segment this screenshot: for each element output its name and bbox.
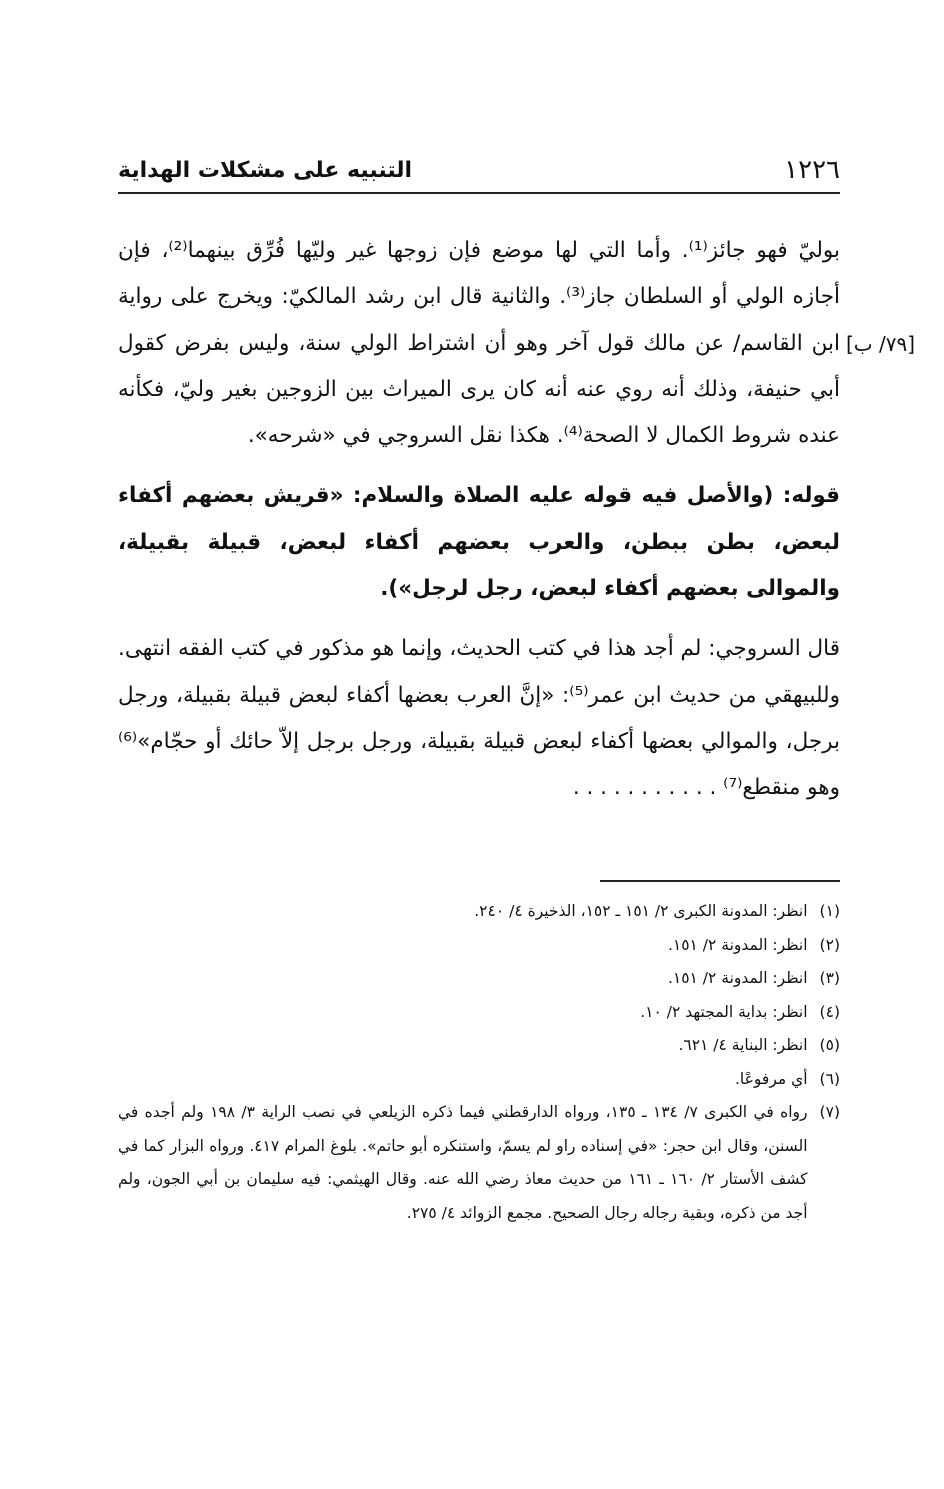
- running-title: التنبيه على مشكلات الهداية: [118, 157, 413, 183]
- paragraph-2-quote: قوله: (والأصل فيه قوله عليه الصلاة والسلام: «قريش بعضهم أكفاء لبعض، بطن ببطن، والعرب بعضهم أكفاء لبعض، قبيلة بقبيلة، والموالى بعضهم أكفاء لبعض، رجل لرجل»).: [118, 483, 840, 602]
- main-text: [118, 228, 840, 812]
- footnote-item: [118, 1096, 840, 1230]
- page-number: ١٢٢٦: [784, 155, 840, 185]
- paragraph-3: قال السروجي: لم أجد هذا في كتب الحديث، وإنما هو مذكور في كتب الفقه انتهى. وللبيهقي من حديث ابن عمر⁽⁵⁾: «إنَّ العرب بعضها أكفاء لبعض قبيلة بقبيلة، ورجل برجل، والموالي بعضها أكفاء لبعض قبيلة بقبيلة، ورجل برجل إلاّ حائك أو حجّام»⁽⁶⁾ وهو منقطع⁽⁷⁾ . . . . . . . . . . .: [118, 636, 840, 801]
- footnote-text: انظر: البناية ٤/ ٦٢١.: [678, 1036, 808, 1054]
- footnotes: [118, 895, 840, 1230]
- footnote-text: انظر: المدونة ٢/ ١٥١.: [667, 935, 808, 954]
- footnote-divider: [600, 880, 840, 882]
- footnote-item: [118, 962, 840, 996]
- footnote-item: [118, 996, 840, 1030]
- footnote-text: انظر: المدونة ٢/ ١٥١.: [667, 969, 808, 987]
- footnote-item: [118, 1029, 840, 1063]
- footnote-text: انظر: المدونة الكبرى ٢/ ١٥١ ـ ١٥٢، الذخيرة ٤/ ٢٤٠.: [474, 902, 808, 920]
- paragraph-1: بوليّ فهو جائز⁽¹⁾. وأما التي لها موضع فإن زوجها غير وليّها فُرِّق بينهما⁽²⁾، فإن أجازه الولي أو السلطان جاز⁽³⁾. والثانية قال ابن رشد المالكيّ: ويخرج على رواية ابن القاسم/ عن مالك قول آخر وهو أن اشتراط الولي سنة، وليس بفرض كقول أبي حنيفة، وذلك أنه روي عنه أنه كان يرى الميراث بين الزوجين بغير وليّ، فكأنه عنده شروط الكمال لا الصحة⁽⁴⁾. هكذا نقل السروجي في «شرحه».: [118, 238, 841, 449]
- footnote-number: (٦): [819, 1069, 840, 1088]
- footnote-number: (٢): [819, 935, 840, 954]
- header-divider: [118, 192, 840, 194]
- footnote-number: (١): [819, 902, 840, 920]
- footnote-text: رواه في الكبرى ٧/ ١٣٤ ـ ١٣٥، ورواه الدارقطني فيما ذكره الزيلعي في نصب الراية ٣/ ١٩٨ ولم أجده في السنن، وقال ابن حجر: «في إسناده راو لم يسمّ، واستنكره أبو حاتم». بلوغ المرام ٤١٧. ورواه البزار كما في كشف الأستار ٢/ ١٦٠ ـ ١٦١ من حديث معاذ رضي الله عنه. وقال الهيثمي: فيه سليمان بن أبي الجون، ولم أجد من ذكره، وبقية رجاله رجال الصحيح. مجمع الزوائد ٤/ ٢٧٥.: [118, 1103, 808, 1222]
- page-header: [118, 150, 840, 190]
- footnote-item: [118, 1063, 840, 1097]
- footnote-text: أي مرفوعًا.: [735, 1069, 808, 1088]
- footnote-text: انظر: بداية المجتهد ٢/ ١٠.: [640, 1002, 808, 1021]
- manuscript-folio-marker: [٧٩/ ب]: [846, 332, 916, 356]
- footnote-item: [118, 895, 840, 929]
- footnote-number: (٤): [819, 1002, 840, 1021]
- footnote-number: (٧): [819, 1103, 840, 1121]
- footnote-number: (٣): [819, 969, 840, 987]
- footnote-item: [118, 929, 840, 963]
- footnote-number: (٥): [819, 1036, 840, 1054]
